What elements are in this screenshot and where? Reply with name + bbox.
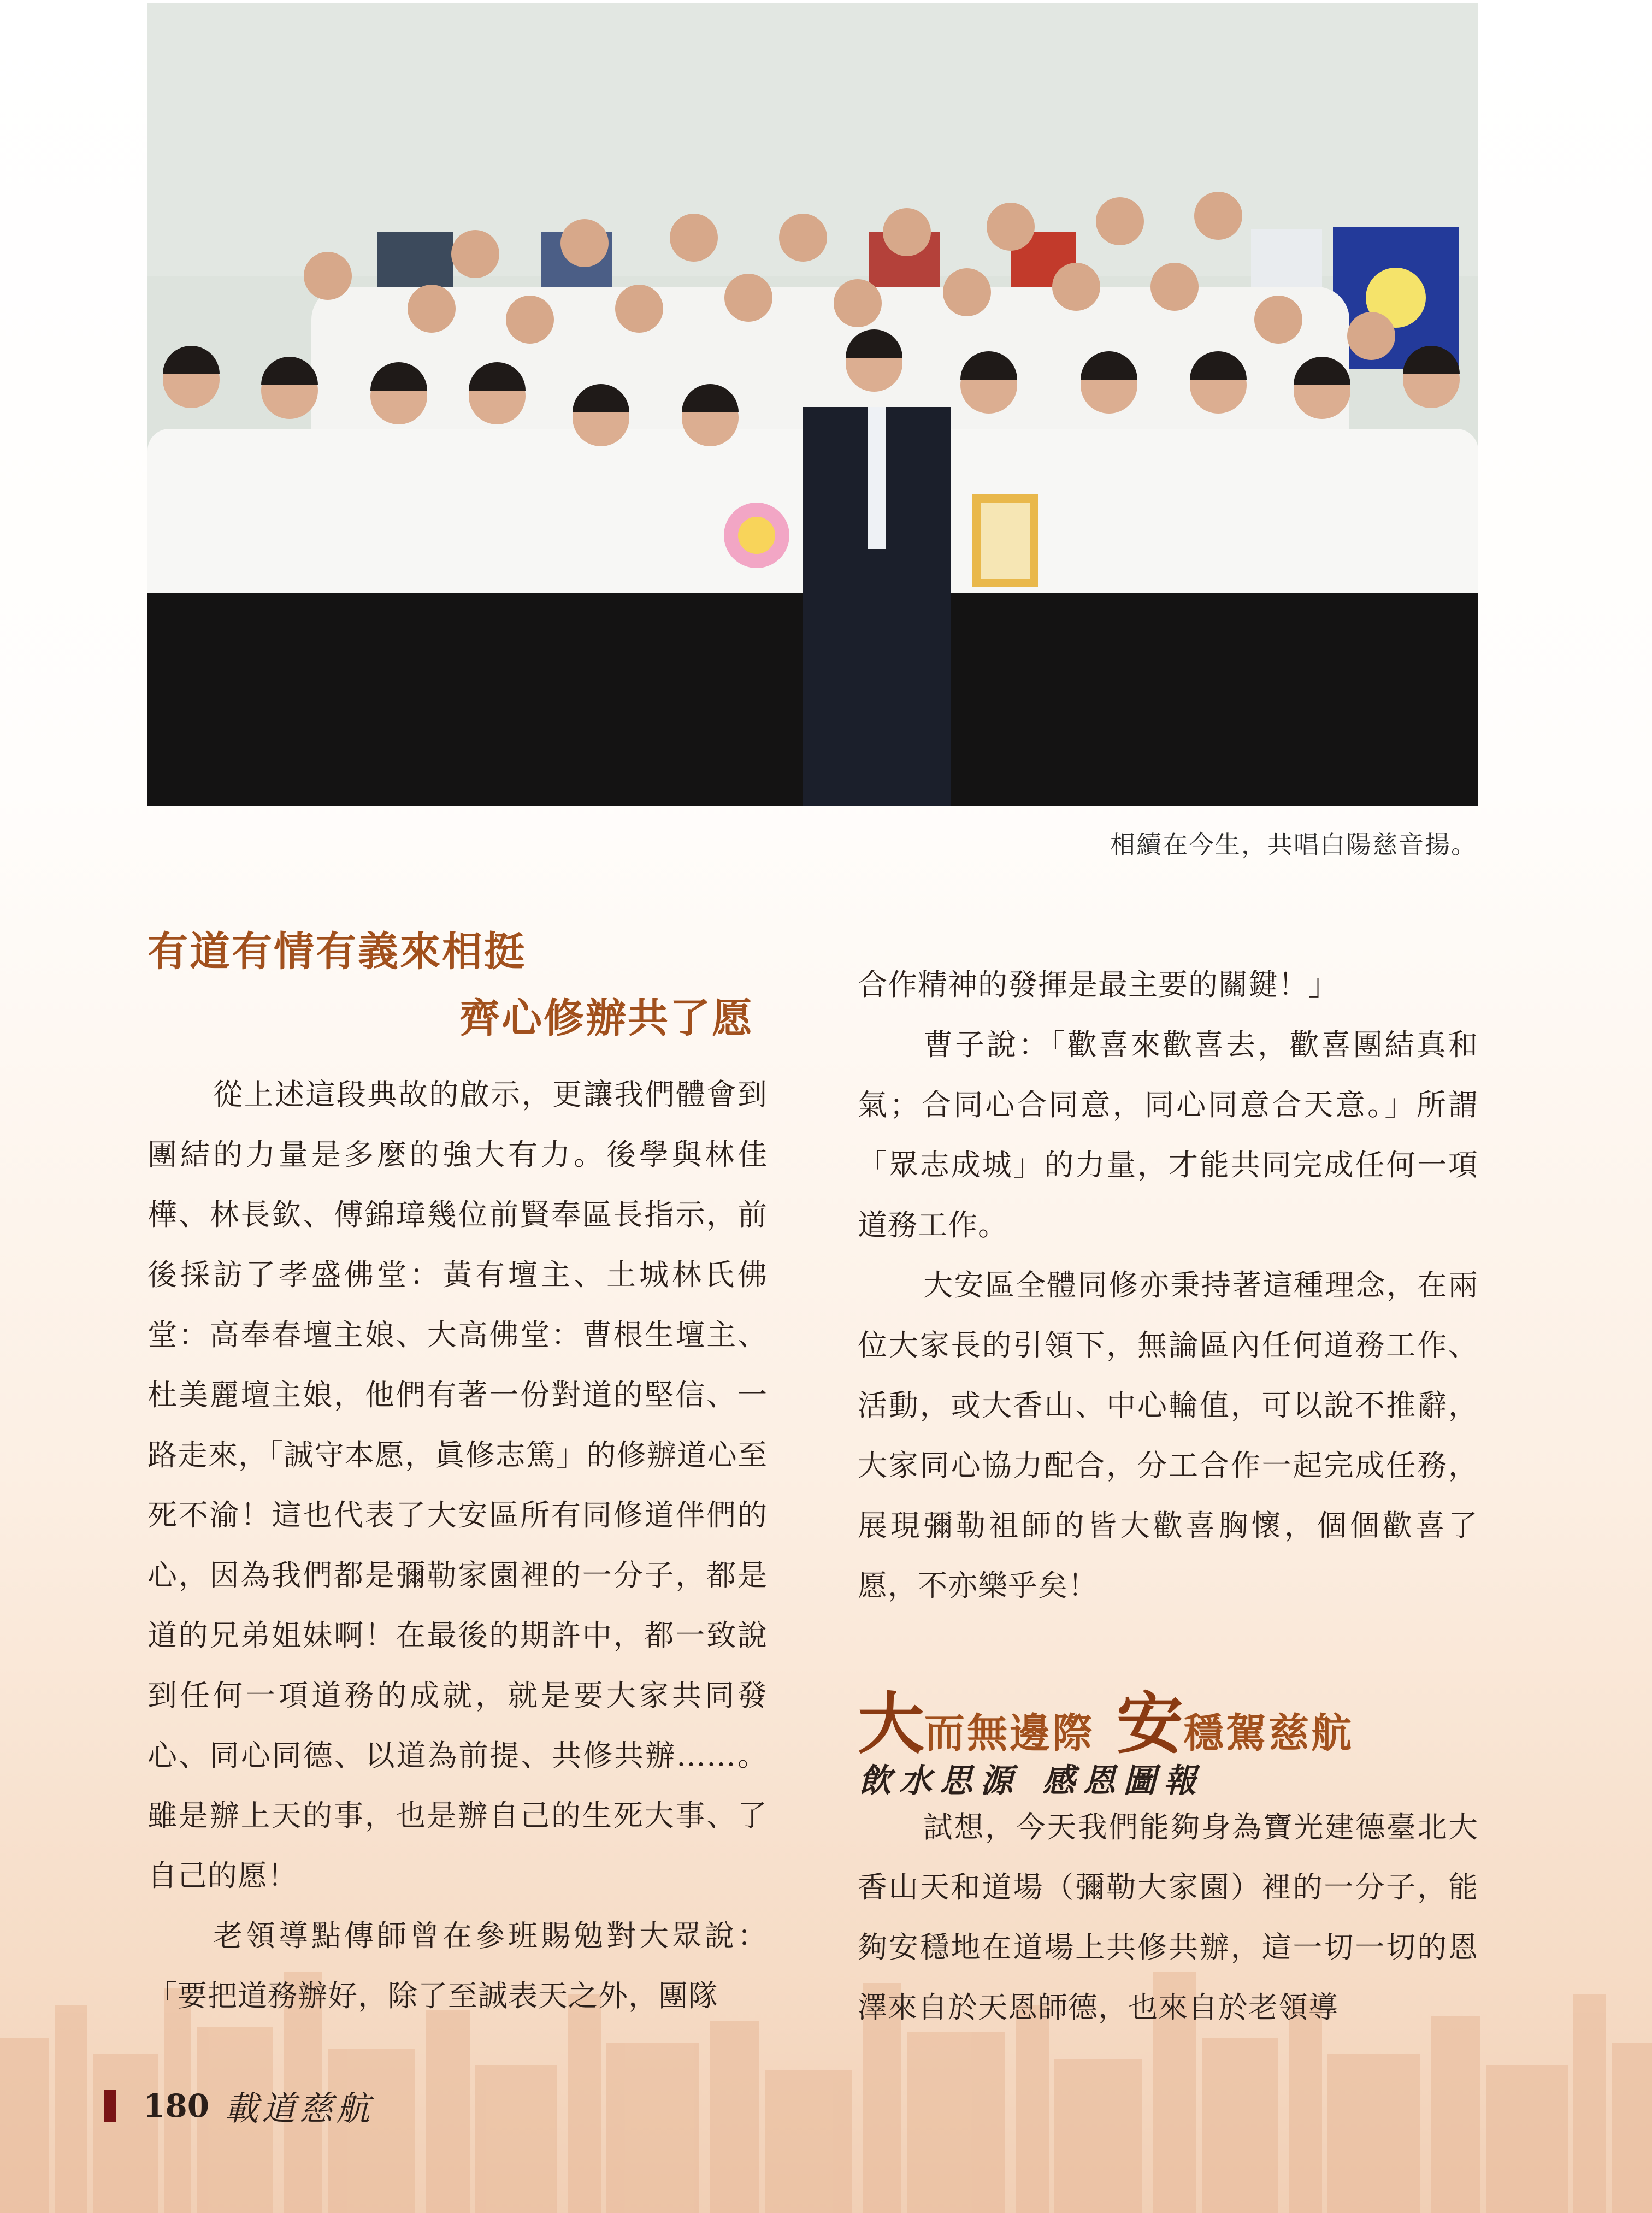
photo-caption: 相續在今生，共唱白陽慈音揚。 <box>1110 830 1477 859</box>
left-paragraph-2: 老領導點傳師曾在參班賜勉對大眾說：「要把道務辦好，除了至誠表天之外，團隊 <box>148 1919 768 2013</box>
right-paragraph-3: 大安區全體同修亦秉持著這種理念，在兩位大家長的引領下，無論區內任何道務工作、活動，或大香山、中心輪值，可以說不推辭，大家同心協力配合，分工合作一起完成任務，展現彌勒祖師的皆大歡喜胸懷，個個歡喜了愿，不亦樂乎矣！ <box>858 1268 1478 1603</box>
left-column <box>148 928 768 2013</box>
right-column <box>858 955 1478 1616</box>
section2-subheading-part2: 感恩圖報 <box>1042 1762 1204 1800</box>
section2-paragraph: 試想，今天我們能夠身為寶光建德臺北大香山天和道場（彌勒大家園）裡的一分子，能夠安穩地在道場上共修共辦，這一切一切的恩澤來自於天恩師德，也來自於老領導 <box>858 1810 1478 2025</box>
page-footer <box>104 2081 373 2130</box>
section2-heading <box>858 1671 1354 1766</box>
section2-heading-big1: 大 <box>858 1685 924 1763</box>
section2-heading-rest2: 穩駕慈航 <box>1183 1710 1354 1757</box>
page-number: 180 <box>143 2087 210 2125</box>
magazine-name: 載道慈航 <box>225 2088 374 2128</box>
left-paragraph-1: 從上述這段典故的啟示，更讓我們體會到團結的力量是多麼的強大有力。後學與林佳樺、林長欽、傅錦璋幾位前賢奉區長指示，前後採訪了孝盛佛堂：黃有壇主、土城林氏佛堂：高奉春壇主娘、大高佛堂：曹根生壇主、杜美麗壇主娘，他們有著一份對道的堅信、一路走來，「誠守本愿，眞修志篤」的修辦道心至死不渝！這也代表了大安區所有同修道伴們的心，因為我們都是彌勒家園裡的一分子，都是道的兄弟姐妹啊！在最後的期許中，都一致說到任何一項道務的成就，就是要大家共同發心、同心同德、以道為前提、共修共辦……。雖是辦上天的事，也是辦自己的生死大事、了自己的愿！ <box>148 1077 768 1893</box>
section2-body <box>858 1797 1478 2038</box>
right-paragraph-2: 曹子說：「歡喜來歡喜去，歡喜團結真和氣；合同心合同意，同心同意合天意。」所謂「眾志成城」的力量，才能共同完成任何一項道務工作。 <box>858 1028 1478 1242</box>
section2-subheading-part1: 飲水思源 <box>859 1762 1020 1800</box>
left-body <box>148 1065 768 2026</box>
group-photo-illustration <box>148 3 1478 806</box>
section2-heading-big2: 安 <box>1117 1685 1183 1763</box>
section2-heading-rest1: 而無邊際 <box>924 1710 1095 1757</box>
group-photo <box>148 3 1478 806</box>
section-heading-line2: 齊心修辦共了愿 <box>459 995 754 1042</box>
section-heading-line1: 有道有情有義來相挺 <box>148 928 526 975</box>
section2-subheading <box>859 1755 1204 1802</box>
footer-marker-bar <box>104 2090 116 2122</box>
right-paragraph-1: 合作精神的發揮是最主要的關鍵！」 <box>858 967 1338 1002</box>
